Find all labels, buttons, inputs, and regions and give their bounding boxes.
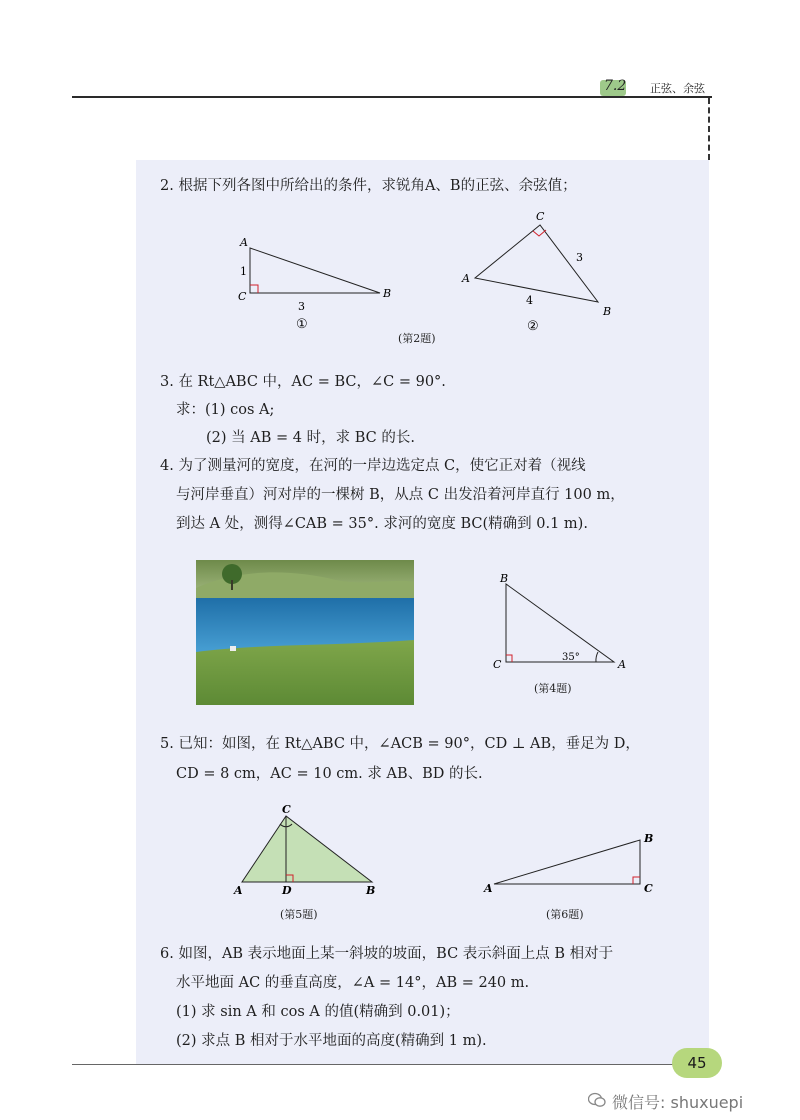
problem-5-line-2: CD = 8 cm，AC = 10 cm. 求 AB、BD 的长. [176, 766, 483, 782]
fig5-label-d: D [282, 884, 292, 897]
problem-4-line-2: 与河岸垂直）河对岸的一棵树 B，从点 C 出发沿着河岸直行 100 m， [176, 487, 625, 503]
fig2-side-ab: 4 [526, 294, 533, 307]
problem-6-line-1: 6. 如图，AB 表示地面上某一斜坡的坡面，BC 表示斜面上点 B 相对于 [160, 946, 614, 962]
problem-4-figure [492, 572, 632, 676]
problem-6-caption: (第6题) [546, 908, 584, 921]
section-title: 正弦、余弦 [650, 82, 705, 95]
problem-2-figure-2 [455, 205, 625, 339]
problem-3-line-3: (2) 当 AB = 4 时，求 BC 的长. [206, 430, 415, 446]
problem-6-line-2: 水平地面 AC 的垂直高度，∠A = 14°，AB = 240 m. [176, 975, 530, 991]
problem-4-caption: (第4题) [534, 682, 572, 695]
problem-2-text: 2. 根据下列各图中所给出的条件，求锐角A、B的正弦、余弦值； [160, 178, 577, 194]
header-rule [72, 96, 712, 98]
problem-2-figure-1 [230, 228, 400, 342]
page-number: 45 [672, 1048, 722, 1078]
problem-5-line-1: 5. 已知：如图，在 Rt△ABC 中，∠ACB = 90°，CD ⊥ AB，垂足为 D， [160, 736, 640, 752]
problem-6-line-3: (1) 求 sin A 和 cos A 的值(精确到 0.01)； [176, 1004, 460, 1020]
fig1-label-c: C [238, 290, 247, 303]
problem-6-line-4: (2) 求点 B 相对于水平地面的高度(精确到 1 m). [176, 1033, 487, 1049]
fig5-label-a: A [234, 884, 243, 897]
fig1-label-a: A [240, 236, 248, 249]
fig2-label-a: A [462, 272, 470, 285]
wechat-icon [588, 1092, 606, 1108]
fig2-side-cb: 3 [576, 251, 583, 264]
river-photo [196, 560, 414, 705]
problem-4-line-3: 到达 A 处，测得∠CAB = 35°. 求河的宽度 BC(精确到 0.1 m). [176, 516, 588, 532]
footer-rule [72, 1064, 712, 1065]
fig1-label-b: B [383, 287, 392, 300]
fig5-label-b: B [366, 884, 376, 897]
fig4-angle: 35° [562, 652, 580, 663]
fig4-label-b: B [500, 572, 509, 585]
problem-6-figure [480, 826, 670, 902]
fig5-label-c: C [282, 803, 291, 816]
fig2-label-b: B [603, 305, 612, 318]
problem-5-caption: (第5题) [280, 908, 318, 921]
fig4-label-a: A [618, 658, 626, 671]
header-dashed-line [708, 98, 710, 160]
watermark: 微信号: shuxuepi [612, 1093, 744, 1112]
fig2-number: ② [527, 319, 539, 334]
problem-3-line-1: 3. 在 Rt△ABC 中，AC = BC，∠C = 90°. [160, 374, 446, 390]
fig2-label-c: C [536, 210, 545, 223]
problem-3-line-2: 求：(1) cos A; [176, 402, 275, 418]
fig1-side-ac: 1 [240, 265, 247, 278]
fig6-label-c: C [644, 882, 653, 895]
fig6-label-a: A [484, 882, 493, 895]
problem-4-line-1: 4. 为了测量河的宽度，在河的一岸边选定点 C，使它正对着（视线 [160, 458, 586, 474]
fig1-number: ① [296, 317, 308, 332]
fig4-label-c: C [493, 658, 502, 671]
problem-2-caption: (第2题) [398, 332, 436, 345]
fig1-side-bc: 3 [298, 300, 305, 313]
problem-5-figure [228, 802, 388, 901]
section-number: 7.2 [604, 78, 627, 94]
fig6-label-b: B [644, 832, 654, 845]
